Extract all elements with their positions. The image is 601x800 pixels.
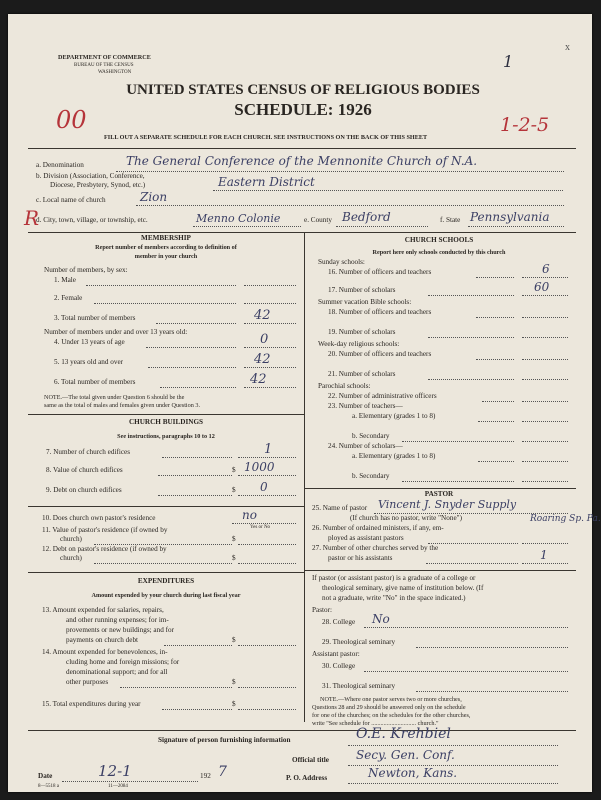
state-value: Pennsylvania (470, 210, 550, 224)
q5-label: 5. 13 years old and over (54, 358, 124, 366)
dept-label: DEPARTMENT OF COMMERCE (58, 54, 151, 61)
q29-label: 29. Theological seminary (322, 638, 396, 646)
signature-label: Signature of person furnishing information (158, 736, 291, 744)
form-number: 8—5518 a (38, 784, 59, 789)
pastor-note-1: NOTE.—Where one pastor serves two or more churches, (320, 696, 462, 703)
q4-value: 0 (260, 332, 269, 347)
parochial-label: Parochial schools: (318, 382, 371, 390)
q9-dollar: $ (232, 486, 236, 494)
expenditures-intro: Amount expended by your church during last fiscal year (91, 592, 241, 599)
side-mark: R (24, 206, 40, 230)
county-label: e. County (304, 216, 332, 224)
q8-dollar: $ (232, 466, 236, 474)
corner-mark: x (565, 42, 570, 53)
q3-label: 3. Total number of members (54, 314, 136, 322)
q6-label: 6. Total number of members (54, 378, 136, 386)
membership-note-1: NOTE.—The total given under Question 6 should be the (44, 394, 185, 401)
census-form-sheet (8, 14, 601, 792)
q10-value: no (242, 508, 257, 522)
q9-label: 9. Debt on church edifices (46, 486, 122, 494)
denomination-label: a. Denomination (36, 161, 84, 169)
print-number: 11—2084 (108, 784, 128, 789)
local-name-value: Zion (140, 190, 168, 204)
sunday-label: Sunday schools: (318, 258, 365, 266)
state-label: f. State (440, 216, 461, 224)
summer-label: Summer vacation Bible schools: (318, 298, 412, 306)
weekday-label: Week-day religious schools: (318, 340, 400, 348)
year-value: 7 (218, 764, 227, 780)
q7-value: 1 (264, 442, 273, 457)
q12-label-2: church) (60, 554, 82, 562)
signature-value: O.E. Krehbiel (356, 726, 451, 742)
city-label-d: d. City, town, village, or township, etc. (36, 216, 148, 224)
form-title: UNITED STATES CENSUS OF RELIGIOUS BODIES (126, 82, 480, 98)
by-sex-label: Number of members, by sex: (44, 266, 128, 274)
q13-label-4: payments on church debt (66, 636, 139, 644)
q26-label-2: ployed as assistant pastors (328, 534, 404, 542)
q1-label: 1. Male (54, 276, 76, 284)
q25-side-note: Roaring Sp. Pa. (530, 514, 601, 524)
q25-value: Vincent J. Snyder Supply (378, 498, 517, 511)
schedule-title: SCHEDULE: 1926 (234, 100, 372, 119)
q14-label-1: 14. Amount expended for benevolences, in- (42, 648, 168, 656)
q12-label-1: 12. Debt on pastor's residence (if owned by (42, 545, 167, 553)
county-value: Bedford (342, 210, 391, 224)
denomination-value: The General Conference of the Mennonite Church of N.A. (126, 154, 478, 168)
q11-label-2: church) (60, 535, 82, 543)
page-number: 1 (503, 52, 514, 71)
q4-label: 4. Under 13 years of age (54, 338, 125, 346)
q8-value: 1000 (244, 460, 275, 474)
q19-label: 19. Number of scholars (328, 328, 396, 336)
q24-label: 24. Number of scholars— (328, 442, 403, 450)
q15-dollar: $ (232, 700, 236, 708)
bureau-label: BUREAU OF THE CENSUS (74, 63, 134, 68)
po-address-value: Newton, Kans. (368, 766, 458, 780)
membership-note-2: same as the total of males and females given under Question 3. (44, 402, 201, 409)
q13-dollar: $ (232, 636, 236, 644)
q11-dollar: $ (232, 535, 236, 543)
pastor-note-3: for one of the churches; on the schedules for the other churches, (312, 712, 471, 719)
city-label: WASHINGTON (98, 70, 132, 75)
q6-value: 42 (250, 372, 267, 387)
q14-label-2: cluding home and foreign missions; for (66, 658, 180, 666)
q31-label: 31. Theological seminary (322, 682, 396, 690)
code-mark: 00 (56, 106, 87, 134)
official-title-value: Secy. Gen. Conf. (356, 748, 455, 762)
q15-label: 15. Total expenditures during year (42, 700, 141, 708)
q23-label: 23. Number of teachers— (328, 402, 403, 410)
pastor-heading: PASTOR (424, 490, 454, 498)
q27-label-2: pastor or his assistants (328, 554, 393, 562)
q28-value: No (372, 612, 390, 626)
q10-hint: Yes or No (250, 525, 271, 530)
pastor-sub-label: Pastor: (312, 606, 332, 614)
q22-label: 22. Number of administrative officers (328, 392, 437, 400)
q12-dollar: $ (232, 554, 236, 562)
assistant-sub-label: Assistant pastor: (312, 650, 360, 658)
pastor-note-2: Questions 28 and 29 should be answered only on the schedule (312, 704, 466, 711)
q13-label-3: provements or new buildings; and for (66, 626, 174, 634)
q26-label-1: 26. Number of ordained ministers, if any, em- (312, 524, 444, 532)
q11-label-1: 11. Value of pastor's residence (if owned by (42, 526, 168, 534)
q23a-label: a. Elementary (grades 1 to 8) (352, 412, 436, 420)
date-code-mark: 1-2-5 (500, 114, 550, 136)
q13-label-1: 13. Amount expended for salaries, repairs, (42, 606, 164, 614)
graduate-instr-2: theological seminary, give name of institution below. (If (322, 584, 484, 592)
year-prefix: 192 (200, 772, 211, 780)
q16-value: 6 (542, 262, 550, 276)
q23b-label: b. Secondary (352, 432, 390, 440)
q17-value: 60 (534, 280, 550, 294)
q25-note: (If church has no pastor, write "None") (350, 514, 462, 522)
pastor-note-4: write "See schedule for ............................. church." (312, 720, 439, 727)
date-value: 12-1 (98, 762, 132, 780)
q5-value: 42 (254, 352, 271, 367)
graduate-instr-1: If pastor (or assistant pastor) is a graduate of a college or (312, 574, 476, 582)
membership-heading: MEMBERSHIP (141, 234, 191, 242)
expenditures-heading: EXPENDITURES (137, 577, 195, 585)
graduate-instr-3: not a graduate, write "No" in the space indicated.) (322, 594, 466, 602)
instruction-line: FILL OUT A SEPARATE SCHEDULE FOR EACH CHURCH. SEE INSTRUCTIONS ON THE BACK OF THIS SHEET (104, 134, 428, 141)
division-label-2: Diocese, Presbytery, Synod, etc.) (50, 181, 146, 189)
schools-heading: CHURCH SCHOOLS (404, 236, 474, 244)
q3-value: 42 (254, 308, 271, 323)
q9-value: 0 (260, 480, 268, 494)
division-label-1: b. Division (Association, Conference, (36, 172, 145, 180)
q20-label: 20. Number of officers and teachers (328, 350, 432, 358)
q24b-label: b. Secondary (352, 472, 390, 480)
membership-intro-2: member in your church (134, 253, 198, 260)
q28-label: 28. College (322, 618, 356, 626)
q2-label: 2. Female (54, 294, 83, 302)
q25-label: 25. Name of pastor (312, 504, 368, 512)
under-over-label: Number of members under and over 13 years old: (44, 328, 188, 336)
local-name-label: c. Local name of church (36, 196, 106, 204)
q24a-label: a. Elementary (grades 1 to 8) (352, 452, 436, 460)
q8-label: 8. Value of church edifices (46, 466, 123, 474)
q14-label-4: other purposes (66, 678, 109, 686)
q17-label: 17. Number of scholars (328, 286, 396, 294)
buildings-heading: CHURCH BUILDINGS (128, 418, 204, 426)
city-value: Menno Colonie (196, 212, 281, 225)
q14-dollar: $ (232, 678, 236, 686)
official-title-label: Official title (292, 756, 329, 764)
q30-label: 30. College (322, 662, 356, 670)
q27-label-1: 27. Number of other churches served by the (312, 544, 439, 552)
buildings-intro: See instructions, paragraphs 10 to 12 (117, 433, 215, 440)
schools-intro: Report here only schools conducted by this church (372, 249, 506, 256)
q18-label: 18. Number of officers and teachers (328, 308, 432, 316)
q27-value: 1 (540, 548, 548, 562)
q14-label-3: denominational support; and for all (66, 668, 168, 676)
q16-label: 16. Number of officers and teachers (328, 268, 432, 276)
date-label: Date (38, 772, 53, 780)
q10-label: 10. Does church own pastor's residence (42, 514, 156, 522)
q13-label-2: and other running expenses; for im- (66, 616, 169, 624)
membership-intro-1: Report number of members according to definition of (95, 244, 237, 251)
q7-label: 7. Number of church edifices (46, 448, 131, 456)
q21-label: 21. Number of scholars (328, 370, 396, 378)
division-value: Eastern District (218, 175, 315, 189)
po-address-label: P. O. Address (286, 774, 328, 782)
